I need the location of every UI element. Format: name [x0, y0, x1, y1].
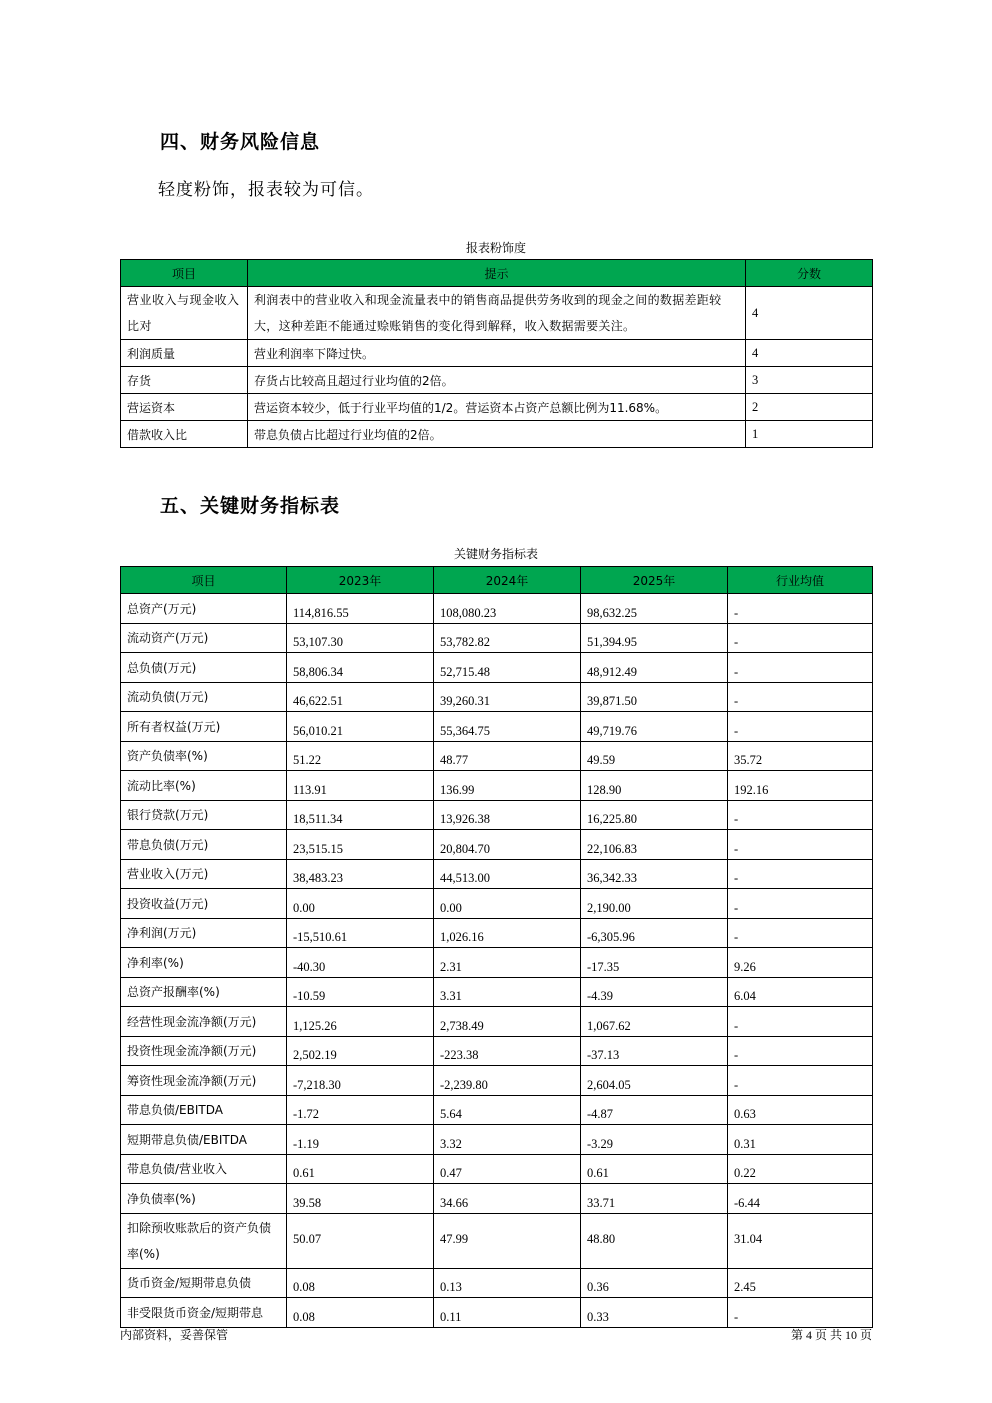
kpi-value-2023: 23,515.15 [287, 830, 434, 860]
table-row [121, 741, 873, 771]
kpi-item: 筹资性现金流净额(万元) [121, 1066, 287, 1096]
kpi-value-2023: -15,510.61 [287, 918, 434, 948]
kpi-item: 总负债(万元) [121, 653, 287, 683]
section4-summary: 轻度粉饰，报表较为可信。 [158, 180, 374, 200]
kpi-value-2023: 114,816.55 [287, 594, 434, 624]
kpi-industry-avg: - [728, 653, 873, 683]
kpi-value-2023: 2,502.19 [287, 1036, 434, 1066]
table-row [121, 1125, 873, 1155]
table-row [121, 977, 873, 1007]
kpi-value-2025: 2,190.00 [581, 889, 728, 919]
kpi-industry-avg: 31.04 [728, 1213, 873, 1268]
kpi-value-2023: 0.08 [287, 1298, 434, 1328]
kpi-value-2024: 1,026.16 [434, 918, 581, 948]
kpi-value-2025: -37.13 [581, 1036, 728, 1066]
header-2024: 2024年 [434, 567, 581, 594]
table-row [121, 830, 873, 860]
header-industry-avg: 行业均值 [728, 567, 873, 594]
risk-score: 3 [746, 367, 873, 394]
kpi-table [120, 566, 873, 1328]
kpi-value-2024: 136.99 [434, 771, 581, 801]
risk-hint: 存货占比较高且超过行业均值的2倍。 [248, 367, 746, 394]
kpi-value-2023: 51.22 [287, 741, 434, 771]
table-row [121, 1095, 873, 1125]
table-row [121, 859, 873, 889]
kpi-value-2025: 98,632.25 [581, 594, 728, 624]
table-row [121, 682, 873, 712]
table-row [121, 948, 873, 978]
kpi-industry-avg: - [728, 594, 873, 624]
kpi-item: 资产负债率(%) [121, 741, 287, 771]
kpi-industry-avg: - [728, 859, 873, 889]
kpi-value-2024: 2.31 [434, 948, 581, 978]
kpi-industry-avg: - [728, 889, 873, 919]
table-row [121, 653, 873, 683]
risk-score: 1 [746, 421, 873, 448]
kpi-value-2023: 0.08 [287, 1268, 434, 1298]
table-row [121, 712, 873, 742]
table-row [121, 1184, 873, 1214]
kpi-industry-avg: - [728, 800, 873, 830]
kpi-item: 流动负债(万元) [121, 682, 287, 712]
header-score: 分数 [746, 260, 873, 287]
kpi-value-2025: 39,871.50 [581, 682, 728, 712]
kpi-table-caption: 关键财务指标表 [453, 547, 538, 561]
table-row [121, 594, 873, 624]
kpi-value-2024: 0.00 [434, 889, 581, 919]
kpi-value-2025: 0.33 [581, 1298, 728, 1328]
kpi-value-2023: 50.07 [287, 1213, 434, 1268]
kpi-item: 净负债率(%) [121, 1184, 287, 1214]
kpi-value-2024: 20,804.70 [434, 830, 581, 860]
kpi-value-2024: 53,782.82 [434, 623, 581, 653]
table-row [121, 340, 873, 367]
kpi-value-2025: 48.80 [581, 1213, 728, 1268]
section5-title: 五、关键财务指标表 [160, 495, 341, 517]
risk-table [120, 259, 873, 448]
risk-table-caption: 报表粉饰度 [465, 241, 526, 255]
risk-score: 4 [746, 340, 873, 367]
kpi-value-2025: 0.61 [581, 1154, 728, 1184]
kpi-value-2024: 0.13 [434, 1268, 581, 1298]
kpi-industry-avg: - [728, 1007, 873, 1037]
kpi-item: 带息负债/EBITDA [121, 1095, 287, 1125]
table-row [121, 1268, 873, 1298]
kpi-value-2025: -6,305.96 [581, 918, 728, 948]
table-row [121, 394, 873, 421]
footer-page-number: 第 4 页 共 10 页 [790, 1328, 872, 1342]
kpi-value-2023: 46,622.51 [287, 682, 434, 712]
kpi-value-2025: -4.39 [581, 977, 728, 1007]
kpi-item: 带息负债(万元) [121, 830, 287, 860]
kpi-industry-avg: - [728, 712, 873, 742]
kpi-value-2024: -223.38 [434, 1036, 581, 1066]
kpi-industry-avg: 2.45 [728, 1268, 873, 1298]
kpi-industry-avg: - [728, 830, 873, 860]
kpi-industry-avg: - [728, 682, 873, 712]
risk-item: 借款收入比 [121, 421, 248, 448]
risk-item: 利润质量 [121, 340, 248, 367]
kpi-industry-avg: 6.04 [728, 977, 873, 1007]
kpi-value-2023: -1.72 [287, 1095, 434, 1125]
header-2023: 2023年 [287, 567, 434, 594]
header-item: 项目 [121, 567, 287, 594]
kpi-value-2025: -17.35 [581, 948, 728, 978]
risk-hint: 营业利润率下降过快。 [248, 340, 746, 367]
kpi-value-2023: 0.61 [287, 1154, 434, 1184]
kpi-industry-avg: 0.22 [728, 1154, 873, 1184]
kpi-industry-avg: - [728, 918, 873, 948]
kpi-value-2023: -40.30 [287, 948, 434, 978]
kpi-item: 投资性现金流净额(万元) [121, 1036, 287, 1066]
kpi-value-2024: 5.64 [434, 1095, 581, 1125]
kpi-item: 银行贷款(万元) [121, 800, 287, 830]
kpi-value-2023: 53,107.30 [287, 623, 434, 653]
kpi-table-header [121, 567, 873, 594]
risk-item: 营业收入与现金收入比对 [121, 287, 248, 340]
risk-hint: 营运资本较少，低于行业平均值的1/2。营运资本占资产总额比例为11.68%。 [248, 394, 746, 421]
header-item: 项目 [121, 260, 248, 287]
table-row [121, 1154, 873, 1184]
kpi-value-2025: 128.90 [581, 771, 728, 801]
risk-table-header [121, 260, 873, 287]
kpi-value-2023: 39.58 [287, 1184, 434, 1214]
kpi-item: 经营性现金流净额(万元) [121, 1007, 287, 1037]
kpi-item: 营业收入(万元) [121, 859, 287, 889]
kpi-value-2024: 13,926.38 [434, 800, 581, 830]
table-row [121, 421, 873, 448]
kpi-value-2025: 48,912.49 [581, 653, 728, 683]
kpi-industry-avg: - [728, 1036, 873, 1066]
kpi-value-2023: -10.59 [287, 977, 434, 1007]
kpi-item: 总资产(万元) [121, 594, 287, 624]
kpi-value-2024: 3.31 [434, 977, 581, 1007]
header-hint: 提示 [248, 260, 746, 287]
table-row [121, 1298, 873, 1328]
risk-score: 4 [746, 287, 873, 340]
kpi-item: 短期带息负债/EBITDA [121, 1125, 287, 1155]
kpi-value-2024: 0.47 [434, 1154, 581, 1184]
kpi-value-2023: 56,010.21 [287, 712, 434, 742]
kpi-value-2025: 36,342.33 [581, 859, 728, 889]
kpi-item: 净利润(万元) [121, 918, 287, 948]
kpi-value-2023: 18,511.34 [287, 800, 434, 830]
kpi-value-2025: 0.36 [581, 1268, 728, 1298]
risk-score: 2 [746, 394, 873, 421]
risk-item: 存货 [121, 367, 248, 394]
kpi-item: 非受限货币资金/短期带息 [121, 1298, 287, 1328]
kpi-item: 投资收益(万元) [121, 889, 287, 919]
kpi-value-2023: 38,483.23 [287, 859, 434, 889]
kpi-value-2024: 44,513.00 [434, 859, 581, 889]
kpi-item: 流动比率(%) [121, 771, 287, 801]
kpi-industry-avg: -6.44 [728, 1184, 873, 1214]
kpi-industry-avg: 192.16 [728, 771, 873, 801]
table-row [121, 1213, 873, 1268]
kpi-value-2025: 16,225.80 [581, 800, 728, 830]
kpi-value-2024: 47.99 [434, 1213, 581, 1268]
risk-hint: 带息负债占比超过行业均值的2倍。 [248, 421, 746, 448]
table-row [121, 287, 873, 340]
kpi-value-2024: 34.66 [434, 1184, 581, 1214]
kpi-value-2025: 51,394.95 [581, 623, 728, 653]
kpi-value-2023: -1.19 [287, 1125, 434, 1155]
kpi-value-2025: 1,067.62 [581, 1007, 728, 1037]
table-row [121, 623, 873, 653]
section4-title: 四、财务风险信息 [160, 131, 321, 153]
kpi-value-2023: 1,125.26 [287, 1007, 434, 1037]
kpi-industry-avg: 0.31 [728, 1125, 873, 1155]
kpi-value-2023: 58,806.34 [287, 653, 434, 683]
kpi-value-2025: 2,604.05 [581, 1066, 728, 1096]
kpi-value-2025: 49,719.76 [581, 712, 728, 742]
table-row [121, 771, 873, 801]
kpi-value-2024: -2,239.80 [434, 1066, 581, 1096]
risk-hint: 利润表中的营业收入和现金流量表中的销售商品提供劳务收到的现金之间的数据差距较大，这种差距不能通过赊账销售的变化得到解释，收入数据需要关注。 [248, 287, 746, 340]
risk-item: 营运资本 [121, 394, 248, 421]
kpi-value-2025: -3.29 [581, 1125, 728, 1155]
kpi-industry-avg: - [728, 623, 873, 653]
kpi-value-2024: 52,715.48 [434, 653, 581, 683]
table-row [121, 918, 873, 948]
kpi-value-2024: 108,080.23 [434, 594, 581, 624]
kpi-industry-avg: 0.63 [728, 1095, 873, 1125]
kpi-value-2024: 2,738.49 [434, 1007, 581, 1037]
header-2025: 2025年 [581, 567, 728, 594]
kpi-item: 带息负债/营业收入 [121, 1154, 287, 1184]
kpi-value-2025: 33.71 [581, 1184, 728, 1214]
kpi-item: 总资产报酬率(%) [121, 977, 287, 1007]
kpi-item: 扣除预收账款后的资产负债率(%) [121, 1213, 287, 1268]
footer-confidential: 内部资料，妥善保管 [120, 1328, 229, 1342]
kpi-value-2025: 22,106.83 [581, 830, 728, 860]
kpi-item: 所有者权益(万元) [121, 712, 287, 742]
kpi-value-2024: 39,260.31 [434, 682, 581, 712]
kpi-industry-avg: - [728, 1298, 873, 1328]
kpi-value-2023: 113.91 [287, 771, 434, 801]
kpi-item: 货币资金/短期带息负债 [121, 1268, 287, 1298]
kpi-value-2024: 3.32 [434, 1125, 581, 1155]
kpi-value-2023: -7,218.30 [287, 1066, 434, 1096]
table-row [121, 367, 873, 394]
kpi-value-2025: -4.87 [581, 1095, 728, 1125]
kpi-value-2025: 49.59 [581, 741, 728, 771]
kpi-industry-avg: 35.72 [728, 741, 873, 771]
kpi-industry-avg: 9.26 [728, 948, 873, 978]
kpi-item: 净利率(%) [121, 948, 287, 978]
table-row [121, 1007, 873, 1037]
kpi-value-2024: 48.77 [434, 741, 581, 771]
kpi-value-2024: 55,364.75 [434, 712, 581, 742]
table-row [121, 889, 873, 919]
kpi-industry-avg: - [728, 1066, 873, 1096]
kpi-value-2023: 0.00 [287, 889, 434, 919]
table-row [121, 800, 873, 830]
kpi-value-2024: 0.11 [434, 1298, 581, 1328]
kpi-item: 流动资产(万元) [121, 623, 287, 653]
table-row [121, 1066, 873, 1096]
table-row [121, 1036, 873, 1066]
